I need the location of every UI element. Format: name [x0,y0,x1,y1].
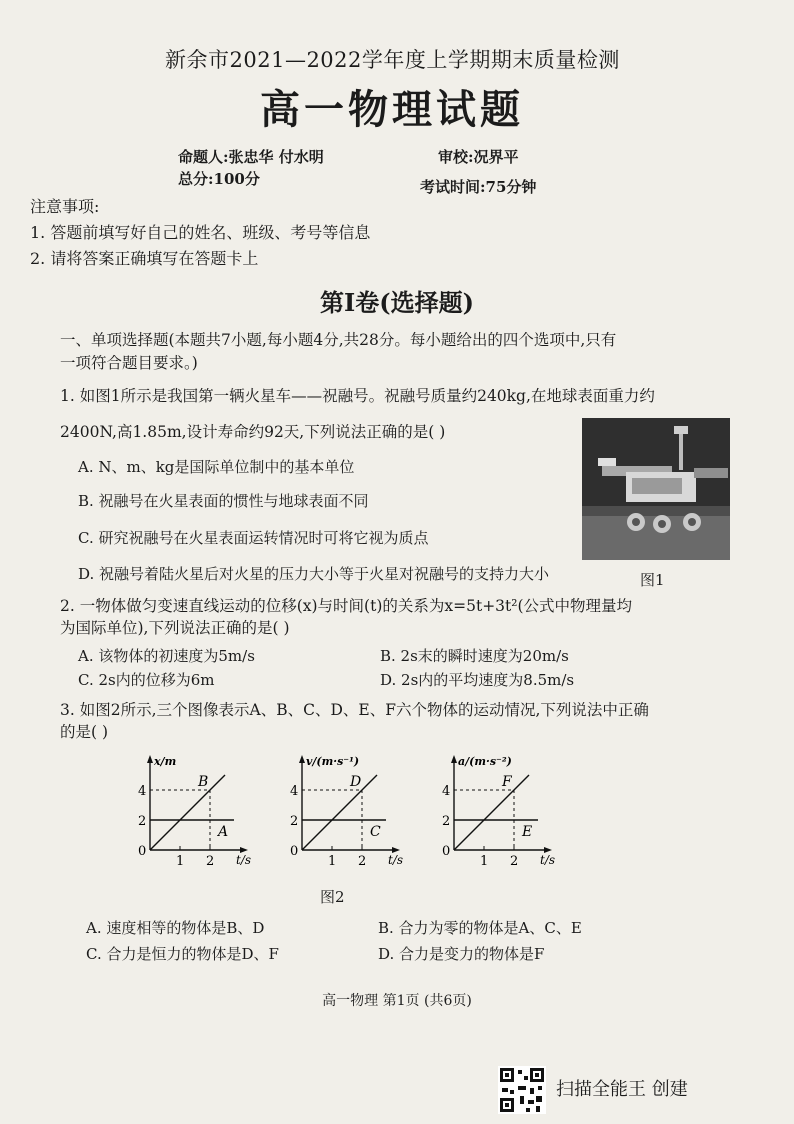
series-label-D: D [350,774,362,790]
origin-label: 0 [442,844,451,859]
y-axis-label: v/(m·s⁻¹) [306,755,360,768]
reviewer-line: 审校:况界平 [438,148,519,166]
y-axis-arrow [299,755,305,763]
x-tick-label: 1 [480,854,489,869]
y-axis-arrow [451,755,457,763]
x-axis-label: t/s [388,853,404,867]
y-axis-label: x/m [154,755,177,768]
q2-stem: 2. 一物体做匀变速直线运动的位移(x)与时间(t)的关系为x=5t+3t²(公式中物理量均 [60,597,633,615]
y-tick-label: 4 [290,784,299,799]
rover-illustration [582,418,730,560]
q3-option-d: D. 合力是变力的物体是F [378,945,545,963]
q3-option-b: B. 合力为零的物体是A、C、E [378,919,582,937]
y-tick-label: 4 [442,784,451,799]
figure-2-charts [120,744,580,874]
figure-1-label: 图1 [640,571,665,589]
series-label-A: A [218,824,229,840]
y-axis-label: a/(m·s⁻²) [458,755,512,768]
page-footer: 高一物理 第1页 (共6页) [322,993,472,1009]
q1-option-d: D. 祝融号着陆火星后对火星的压力大小等于火星对祝融号的支持力大小 [78,565,550,583]
x-tick-label: 2 [358,854,367,869]
graph-panel-1 [138,755,251,869]
q2-stem: 为国际单位),下列说法正确的是( ) [60,619,290,637]
y-tick-label: 4 [138,784,147,799]
q3-stem: 的是( ) [60,723,109,741]
y-tick-label: 2 [442,814,451,829]
author-line: 命题人:张忠华 付水明 [178,148,324,166]
series-label-F: F [502,774,512,790]
series-line-F [454,775,529,850]
section-intro: 一、单项选择题(本题共7小题,每小题4分,共28分。每小题给出的四个选项中,只有 [60,331,617,349]
graph-panel-3 [442,755,555,869]
series-label-C: C [370,824,381,840]
q1-option-b: B. 祝融号在火星表面的惯性与地球表面不同 [78,492,369,510]
x-tick-label: 1 [328,854,337,869]
q1-option-a: A. N、m、kg是国际单位制中的基本单位 [78,458,355,476]
mars-rover-photo [582,418,730,560]
q2-option-a: A. 该物体的初速度为5m/s [78,647,255,665]
qr-code-icon [498,1066,546,1118]
note-item: 1. 答题前填写好自己的姓名、班级、考号等信息 [30,223,371,242]
q2-option-d: D. 2s内的平均速度为8.5m/s [380,671,575,689]
q2-option-b: B. 2s末的瞬时速度为20m/s [380,647,569,665]
x-tick-label: 1 [176,854,185,869]
figure-2-label: 图2 [320,888,345,906]
exam-time: 考试时间:75分钟 [420,178,537,196]
x-axis-label: t/s [236,853,252,867]
series-label-B: B [198,774,209,790]
q1-stem: 2400N,高1.85m,设计寿命约92天,下列说法正确的是( ) [60,423,446,441]
note-item: 2. 请将答案正确填写在答题卡上 [30,249,259,268]
y-axis-arrow [147,755,153,763]
q3-stem: 3. 如图2所示,三个图像表示A、B、C、D、E、F六个物体的运动情况,下列说法中正确 [60,701,649,719]
page-title: 高一物理试题 [260,86,524,133]
exam-header: 新余市2021—2022学年度上学期期末质量检测 [165,48,620,72]
q3-option-c: C. 合力是恒力的物体是D、F [86,945,279,963]
y-tick-label: 2 [290,814,299,829]
series-line-B [150,775,225,850]
section-intro: 一项符合题目要求。) [60,354,198,372]
x-tick-label: 2 [206,854,215,869]
total-score: 总分:100分 [178,170,260,188]
x-tick-label: 2 [510,854,519,869]
series-label-E: E [522,824,533,840]
y-tick-label: 2 [138,814,147,829]
q3-option-a: A. 速度相等的物体是B、D [86,919,265,937]
scanner-label: 扫描全能王 创建 [556,1079,688,1100]
x-axis-label: t/s [540,853,556,867]
series-line-D [302,775,377,850]
q1-stem: 1. 如图1所示是我国第一辆火星车——祝融号。祝融号质量约240kg,在地球表面重力约 [60,387,655,405]
q1-option-c: C. 研究祝融号在火星表面运转情况时可将它视为质点 [78,529,429,547]
notes-title: 注意事项: [30,197,100,216]
graph-panel-2 [290,755,403,869]
origin-label: 0 [290,844,299,859]
section-title: 第Ⅰ卷(选择题) [320,288,474,317]
origin-label: 0 [138,844,147,859]
q2-option-c: C. 2s内的位移为6m [78,671,215,689]
